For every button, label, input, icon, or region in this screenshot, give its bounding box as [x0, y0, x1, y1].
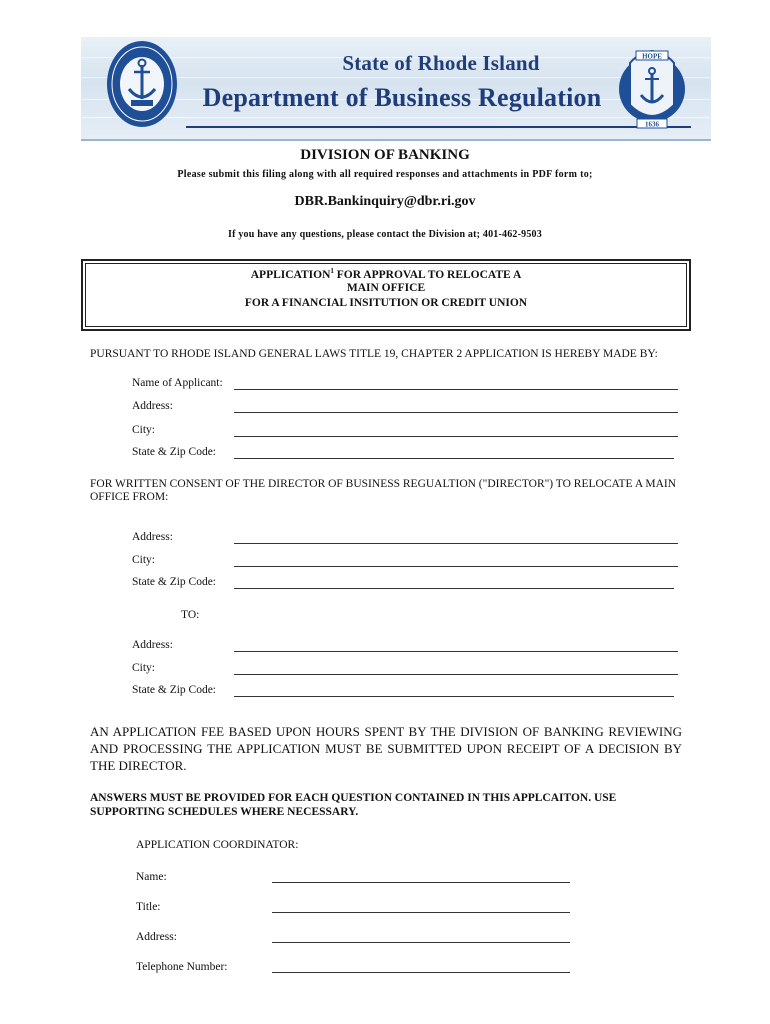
- to-city-field[interactable]: [234, 674, 678, 675]
- to-address-label: Address:: [132, 639, 173, 651]
- pursuant-statement: PURSUANT TO RHODE ISLAND GENERAL LAWS TITLE 19, CHAPTER 2 APPLICATION IS HEREBY MADE BY:: [90, 348, 658, 360]
- coordinator-heading: APPLICATION COORDINATOR:: [136, 839, 299, 851]
- from-city-label: City:: [132, 554, 156, 566]
- applicant-name-field[interactable]: [234, 389, 678, 390]
- department-title: Department of Business Regulation: [202, 83, 602, 112]
- application-title-line3: FOR A FINANCIAL INSITUTION OR CREDIT UNION: [244, 297, 528, 309]
- application-fee-notice: AN APPLICATION FEE BASED UPON HOURS SPENT BY THE DIVISION OF BANKING REVIEWING AND PROCESSING THE APPLICATION MUST BE SUBMITTED UPON RECEIPT OF A DECISION BY THE DIRECTOR.: [90, 724, 682, 773]
- from-city-field[interactable]: [234, 566, 678, 567]
- coordinator-phone-field[interactable]: [272, 972, 570, 973]
- contact-line: If you have any questions, please contact the Division at; 401-462-9503: [228, 229, 542, 240]
- applicant-city-label: City:: [132, 424, 156, 436]
- from-address-field[interactable]: [234, 543, 678, 544]
- from-state-zip-field[interactable]: [234, 588, 674, 589]
- to-state-zip-label: State & Zip Code:: [132, 684, 217, 696]
- coordinator-address-label: Address:: [136, 931, 177, 943]
- to-label: TO:: [181, 609, 200, 621]
- applicant-state-zip-label: State & Zip Code:: [132, 446, 217, 458]
- answers-notice: ANSWERS MUST BE PROVIDED FOR EACH QUESTION CONTAINED IN THIS APPLCAITON. USE SUPPORTING SCHEDULES WHERE NECESSARY.: [90, 792, 617, 818]
- applicant-name-label: Name of Applicant:: [132, 377, 223, 389]
- applicant-address-label: Address:: [132, 400, 173, 412]
- state-seal-icon: [616, 43, 688, 133]
- submission-email[interactable]: DBR.Bankinquiry@dbr.ri.gov: [294, 194, 476, 209]
- footnote-marker: 1: [330, 267, 334, 275]
- consent-statement: FOR WRITTEN CONSENT OF THE DIRECTOR OF BUSINESS REGUALTION ("DIRECTOR") TO RELOCATE A MAIN OFFICE FROM:: [90, 478, 677, 503]
- coordinator-title-field[interactable]: [272, 912, 570, 913]
- coordinator-address-field[interactable]: [272, 942, 570, 943]
- coordinator-name-field[interactable]: [272, 882, 570, 883]
- seal-hope-label: HOPE: [642, 52, 662, 61]
- applicant-state-zip-field[interactable]: [234, 458, 674, 459]
- application-title-line1: APPLICATION$^1$ FOR APPROVAL TO RELOCATE A: [250, 267, 522, 281]
- from-address-label: Address:: [132, 531, 173, 543]
- applicant-city-field[interactable]: [234, 436, 678, 437]
- to-state-zip-field[interactable]: [234, 696, 674, 697]
- application-title-line2: MAIN OFFICE: [346, 282, 426, 294]
- to-city-label: City:: [132, 662, 156, 674]
- seal-year-label: 1636: [645, 120, 659, 129]
- to-address-field[interactable]: [234, 651, 678, 652]
- coordinator-title-label: Title:: [136, 901, 161, 913]
- coordinator-name-label: Name:: [136, 871, 167, 883]
- state-title: State of Rhode Island: [342, 51, 540, 75]
- coordinator-phone-label: Telephone Number:: [136, 961, 228, 973]
- header-banner: [81, 37, 711, 141]
- submit-instructions: Please submit this filing along with all required responses and attachments in PDF form to;: [177, 169, 593, 180]
- dbr-seal-icon: [105, 39, 179, 129]
- application-title-box: [81, 259, 691, 331]
- applicant-address-field[interactable]: [234, 412, 678, 413]
- from-state-zip-label: State & Zip Code:: [132, 576, 217, 588]
- division-title: DIVISION OF BANKING: [300, 147, 470, 163]
